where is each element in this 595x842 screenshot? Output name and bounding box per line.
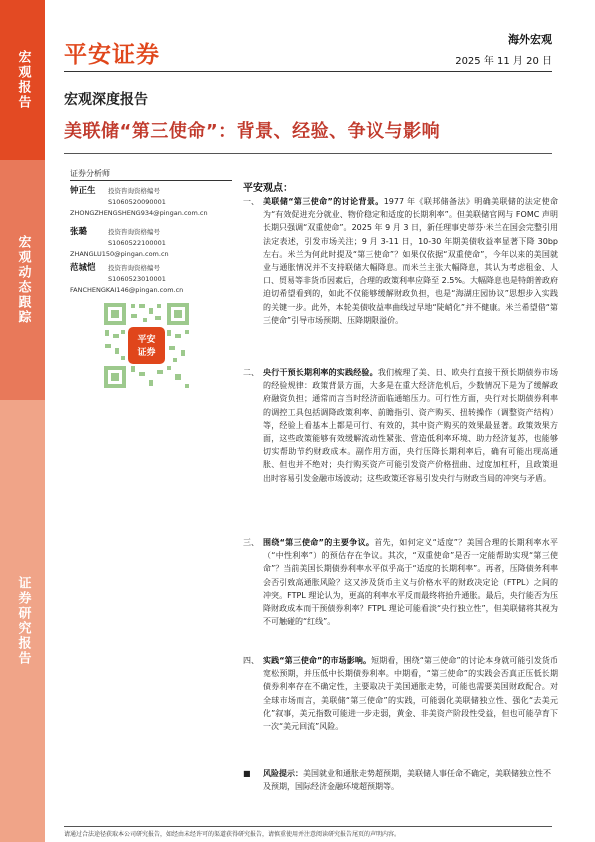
analyst-heading: 证券分析师 xyxy=(70,168,232,181)
view-item-number: 二、 xyxy=(243,368,259,377)
analyst-cert-number: S1060522100001 xyxy=(108,239,166,247)
report-date: 2025 年 11 月 20 日 xyxy=(455,56,552,67)
title-divider xyxy=(64,153,552,154)
header-divider xyxy=(64,71,552,72)
sidebar-segment-report-type: 宏观报告 xyxy=(0,0,45,160)
view-item xyxy=(243,536,558,628)
analyst-card xyxy=(70,227,240,260)
view-item-lead: 美联储“第三使命”的讨论背景。 xyxy=(263,197,384,206)
view-item xyxy=(243,195,558,327)
report-type-label: 宏观深度报告 xyxy=(64,92,148,108)
view-item-body: 首先，如何定义“适度”？美国合理的长期利率水平（“中性利率”）的预估存在争议。其次，“双重使命”是否一定能帮助实现“第三使命”？当前美国长期债券利率水平似乎高于“适度的长期利率”。再者，压降债务利率会否引致高通胀风险？这又涉及货币主义与价格水平的财政决定论（FTPL）之间的冲突。FTPL 理论认为，更高的利率水平反而最终将抬升通胀。最后，央行能否为压降财政成本而干预债券利率？FTPL 理论可能看淡“央行独立性”，但美联储将其视为不可触碰的“红线”。 xyxy=(263,538,559,627)
key-views-heading: 平安观点： xyxy=(243,183,293,194)
view-item-number: 三、 xyxy=(243,538,259,547)
view-item xyxy=(243,654,558,733)
view-item-number: 一、 xyxy=(243,197,259,206)
analyst-cert-label: 投资咨询资格编号 xyxy=(108,228,160,236)
analyst-cert-label: 投资咨询资格编号 xyxy=(108,264,160,272)
svg-text:证券: 证券 xyxy=(137,348,156,358)
analyst-name: 张璐 xyxy=(70,227,88,237)
view-item-body: 1977 年《联邦储备法》明确美联储的法定使命为“有效促进充分就业、物价稳定和适度的长期利率”。但美联储官网与 FOMC 声明长期只强调“双重使命”。2025 年 9 月 3 日，新任理事史蒂芬·米兰在国会完整引用法定表述，引发市场关注；9 月 3-11 日，10-30 年期美债收益率显著下降 30bp 左右。米兰为何此时提及“第三使命”？如果仅依据“双重使命”，今年以来的美国就业与通胀情况并不支持联储大幅降息。而米兰主张大幅降息，其认为考虑租金、人口、贸易等非货币因素后，合理的政策利率应降至 2.5%。大幅降息也是特朗普政府迫切希望看到的，如此不仅能够缓解财政负担，也是“海湖庄园协议”思想步入实践的关键一步。此外，本轮美债收益率曲线过早地“陡峭化”并不健康。米兰希望借“第三使命”引导市场预期、压降期限溢价。 xyxy=(263,197,558,325)
analyst-card xyxy=(70,186,240,219)
analyst-email[interactable]: ZHONGZHENGSHENG934@pingan.com.cn xyxy=(70,209,208,217)
company-logo: 平安证券 xyxy=(64,42,160,68)
risk-lead: 风险提示： xyxy=(263,769,303,778)
report-category: 海外宏观 xyxy=(508,33,552,46)
analyst-cert-number: S1060520090001 xyxy=(108,198,166,206)
qr-code[interactable] xyxy=(101,300,192,391)
footer-divider xyxy=(64,826,552,827)
analyst-card xyxy=(70,263,240,296)
view-item-number: 四、 xyxy=(243,656,259,665)
analyst-cert-label: 投资咨询资格编号 xyxy=(108,187,160,195)
sidebar xyxy=(0,0,45,842)
view-item-lead: 实践“第三使命”的市场影响。 xyxy=(263,656,372,665)
view-item xyxy=(243,366,558,485)
analyst-email[interactable]: ZHANGLU150@pingan.com.cn xyxy=(70,250,169,258)
sidebar-segment-report-series: 宏观动态跟踪 xyxy=(0,160,45,400)
risk-body: 美国就业和通胀走势超预期，美联储人事任命不确定，美联储独立性不及预期，国际经济金融环境超预期等。 xyxy=(263,769,551,792)
view-item-body: 我们梳理了美、日、欧央行直接干预长期债券市场的经验规律：政策背景方面，大多是在重大经济危机后，少数情况下是为了缓解政府融资负担；通常而言当时经济面临通缩压力。可行性方面，央行对长期债券利率的调控工具包括调降政策利率、前瞻指引、资产购买、扭转操作（调整资产结构）等，经验上看基本上都是可行、有效的，其中资产购买的效果最显著。政策效果方面，这些政策能够有效缓解流动性紧张、营造低利率环境、助力经济复苏，也能够切实帮助节约财政成本。副作用方面，央行压降长期利率后，确有可能出现高通胀、但也并不绝对；央行购买资产可能引发资产价格扭曲、过度加杠杆，且政策退出时容易引发金融市场波动；这些政策还容易引发央行与财政当局的冲突与矛盾。 xyxy=(263,368,559,483)
bullet-square-icon: ■ xyxy=(243,769,251,778)
footer-disclaimer: 请通过合法途径获取本公司研究报告，如经由未经许可的渠道获得研究报告，请慎重使用并注意阅读研究报告尾页的声明内容。 xyxy=(64,831,401,838)
analyst-name: 钟正生 xyxy=(70,186,96,196)
analyst-cert-number: S1060523010001 xyxy=(108,275,166,283)
analyst-name: 范城恺 xyxy=(70,263,96,273)
page-title: 美联储“第三使命”：背景、经验、争议与影响 xyxy=(64,121,441,142)
sidebar-segment-category: 证券研究报告 xyxy=(0,400,45,842)
view-item-body: 短期看，围绕“第三使命”的讨论本身就可能引发货币宽松预期，并压低中长期债券利率。中期看，“第三使命”的实践会否真正压低长期债券利率存在不确定性，主要取决于美国通胀走势，可能也需要美国财政配合。对全球市场而言，美联储“第三使命”的实践，可能弱化美联储独立性、强化“去美元化”叙事，美元指数可能进一步走弱，黄金、非美资产阶段性受益，但也可能孕育下一次“美元回流”风险。 xyxy=(263,656,558,732)
svg-text:平安: 平安 xyxy=(137,335,156,345)
analyst-email[interactable]: FANCHENGKAI146@pingan.com.cn xyxy=(70,286,184,294)
view-item-lead: 围绕“第三使命”的主要争议。 xyxy=(263,538,375,547)
view-item-lead: 央行干预长期利率的实践经验。 xyxy=(263,368,378,377)
risk-warning xyxy=(243,767,558,793)
